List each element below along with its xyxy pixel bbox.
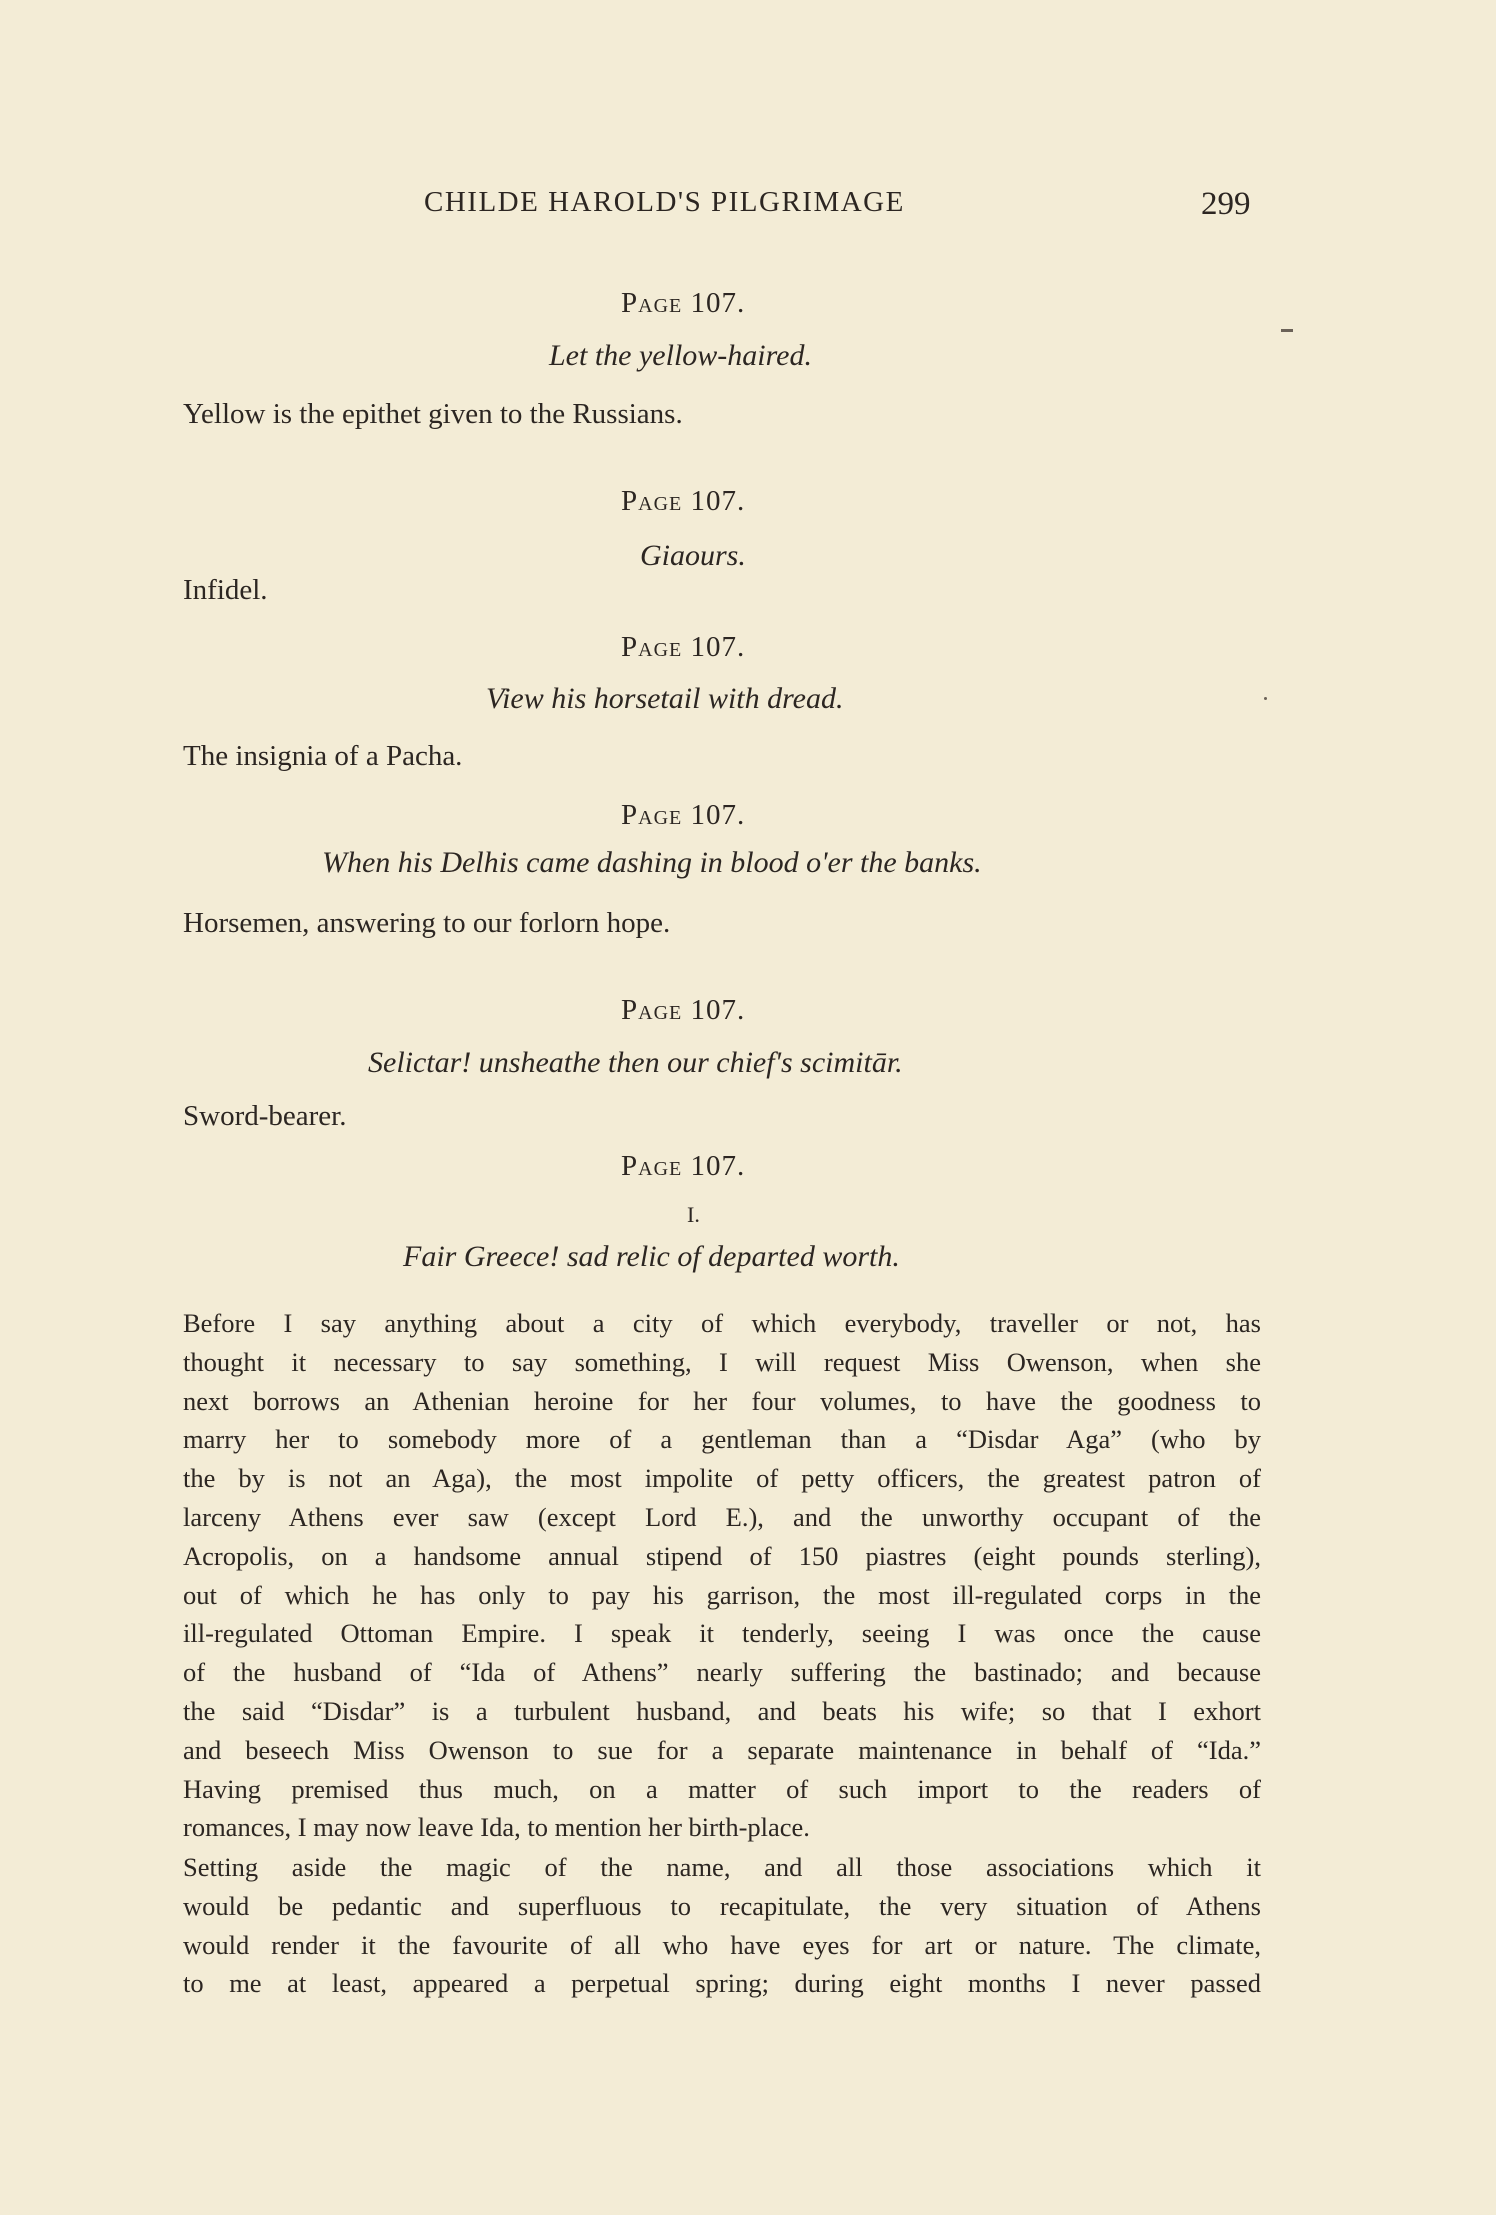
paragraph-line: ill-regulated Ottoman Empire. I speak it tenderly, seeing I was once the cause: [183, 1618, 1261, 1649]
paragraph-line: the by is not an Aga), the most impolite of petty officers, the greatest patron of: [183, 1463, 1261, 1494]
page-number: 299: [1201, 186, 1251, 222]
note-lemma: When his Delhis came dashing in blood o'er the banks.: [322, 846, 982, 879]
note-page-ref: Page 107.: [621, 799, 746, 831]
note-page-ref: Page 107.: [621, 287, 746, 319]
paragraph-line: Having premised thus much, on a matter of such import to the readers of: [183, 1773, 1261, 1804]
paragraph-line: would render it the favourite of all who have eyes for art or nature. The climate,: [183, 1929, 1261, 1960]
paragraph-line: and beseech Miss Owenson to sue for a separate maintenance in behalf of “Ida.”: [183, 1734, 1261, 1765]
note-lemma: Giaours.: [640, 539, 746, 572]
paragraph-line: larceny Athens ever saw (except Lord E.), and the unworthy occupant of the: [183, 1501, 1261, 1532]
paragraph-line: of the husband of “Ida of Athens” nearly suffering the bastinado; and because: [183, 1657, 1261, 1688]
note-lemma: Fair Greece! sad relic of departed worth.: [403, 1240, 900, 1273]
paragraph-line: romances, I may now leave Ida, to mention her birth-place.: [183, 1812, 810, 1843]
paragraph-line: Acropolis, on a handsome annual stipend of 150 piastres (eight pounds sterling),: [183, 1540, 1261, 1571]
note-paragraph: [183, 1304, 1261, 1847]
note-page-ref: Page 107.: [621, 1150, 746, 1182]
note-page-ref: Page 107.: [621, 631, 746, 663]
paragraph-line: Setting aside the magic of the name, and all those associations which it: [183, 1852, 1261, 1882]
note-gloss: Yellow is the epithet given to the Russians.: [183, 398, 683, 430]
paragraph-line: out of which he has only to pay his garrison, the most ill-regulated corps in the: [183, 1579, 1261, 1610]
note-paragraph: [183, 1848, 1261, 2003]
paragraph-line: next borrows an Athenian heroine for her four volumes, to have the goodness to: [183, 1385, 1261, 1416]
paragraph-line: the said “Disdar” is a turbulent husband, and beats his wife; so that I exhort: [183, 1695, 1261, 1726]
running-head: CHILDE HAROLD'S PILGRIMAGE: [424, 186, 905, 218]
note-lemma: Selictar! unsheathe then our chief's scimitār.: [368, 1046, 903, 1079]
note-page-ref: Page 107.: [621, 485, 746, 517]
paragraph-line: marry her to somebody more of a gentleman than a “Disdar Aga” (who by: [183, 1424, 1261, 1455]
note-lemma: Let the yellow-haired.: [549, 339, 812, 372]
paragraph-line: would be pedantic and superfluous to recapitulate, the very situation of Athens: [183, 1890, 1261, 1921]
scan-speck: [1264, 697, 1267, 700]
note-gloss: Infidel.: [183, 574, 268, 606]
note-gloss: The insignia of a Pacha.: [183, 740, 463, 772]
scan-speck: [1281, 329, 1293, 332]
note-lemma: View his horsetail with dread.: [486, 682, 844, 715]
stanza-number: I.: [687, 1202, 700, 1227]
note-page-ref: Page 107.: [621, 994, 746, 1026]
paragraph-line: Before I say anything about a city of which everybody, traveller or not, has: [183, 1308, 1261, 1338]
note-gloss: Sword-bearer.: [183, 1100, 347, 1132]
note-gloss: Horsemen, answering to our forlorn hope.: [183, 907, 671, 939]
paragraph-line: thought it necessary to say something, I will request Miss Owenson, when she: [183, 1346, 1261, 1377]
paragraph-line: to me at least, appeared a perpetual spring; during eight months I never passed: [183, 1968, 1261, 1999]
